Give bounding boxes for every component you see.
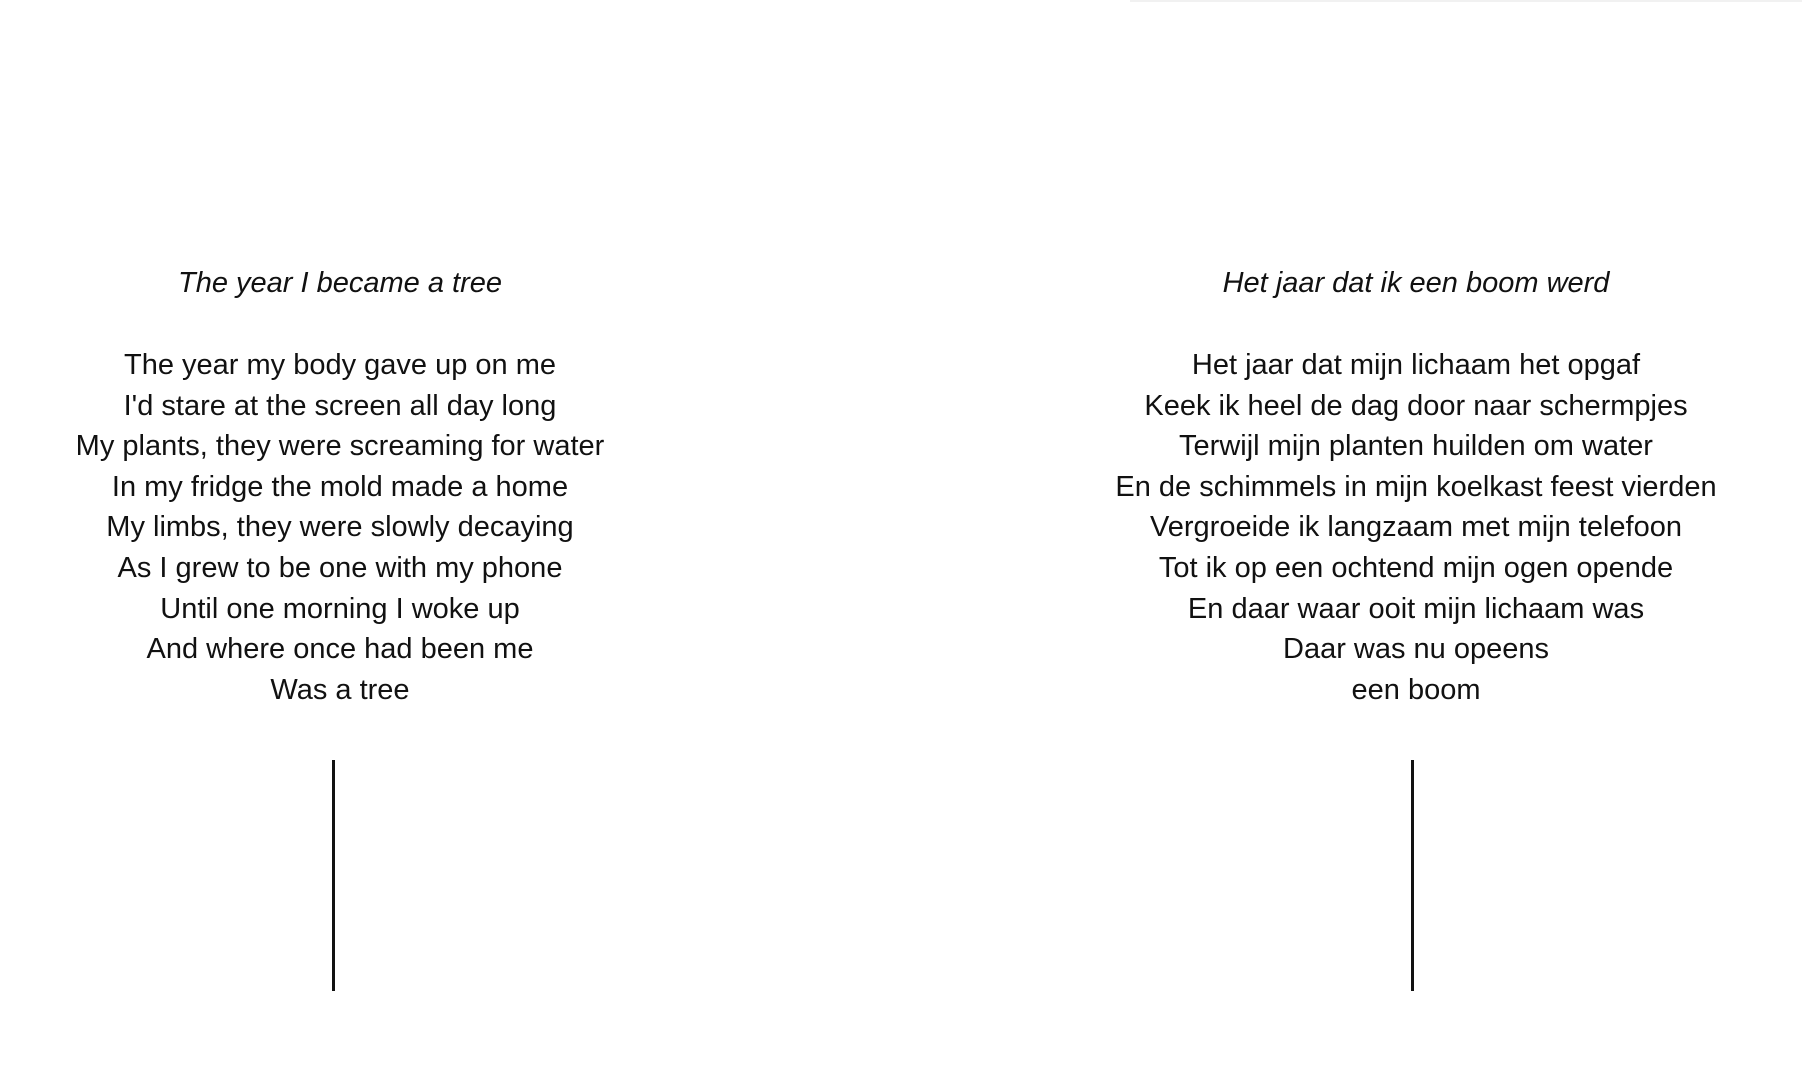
english-poem-title: The year I became a tree	[178, 267, 502, 299]
english-poem-lines	[40, 345, 640, 710]
poem-line: As I grew to be one with my phone	[117, 551, 563, 584]
poem-line: En de schimmels in mijn koelkast feest vierden	[1115, 470, 1717, 503]
dutch-poem-title: Het jaar dat ik een boom werd	[1222, 267, 1610, 299]
poem-line: Was a tree	[270, 673, 410, 706]
poem-line: Het jaar dat mijn lichaam het opgaf	[1191, 349, 1641, 381]
poem-line: Until one morning I woke up	[160, 592, 520, 625]
english-poem-trunk-line	[332, 760, 335, 991]
poem-line: Terwijl mijn planten huilden om water	[1179, 430, 1653, 463]
poem-line: The year my body gave up on me	[123, 349, 556, 381]
poem-line: een boom	[1351, 673, 1481, 706]
poem-line: In my fridge the mold made a home	[111, 470, 569, 503]
english-poem	[40, 265, 640, 710]
poem-line: En daar waar ooit mijn lichaam was	[1187, 592, 1645, 625]
poem-line: Vergroeide ik langzaam met mijn telefoon	[1150, 511, 1682, 544]
poem-line: And where once had been me	[146, 633, 534, 666]
top-edge-shadow	[1130, 0, 1802, 2]
poem-line: My plants, they were screaming for water	[75, 430, 605, 463]
poem-line: Daar was nu opeens	[1283, 633, 1549, 666]
dutch-poem	[1076, 265, 1756, 710]
dutch-poem-lines	[1076, 345, 1756, 710]
poem-line: Keek ik heel de dag door naar schermpjes	[1144, 389, 1688, 422]
dutch-poem-trunk-line	[1411, 760, 1414, 991]
poem-line: My limbs, they were slowly decaying	[106, 511, 574, 544]
poem-line: I'd stare at the screen all day long	[123, 389, 557, 422]
poem-line: Tot ik op een ochtend mijn ogen opende	[1158, 551, 1674, 584]
